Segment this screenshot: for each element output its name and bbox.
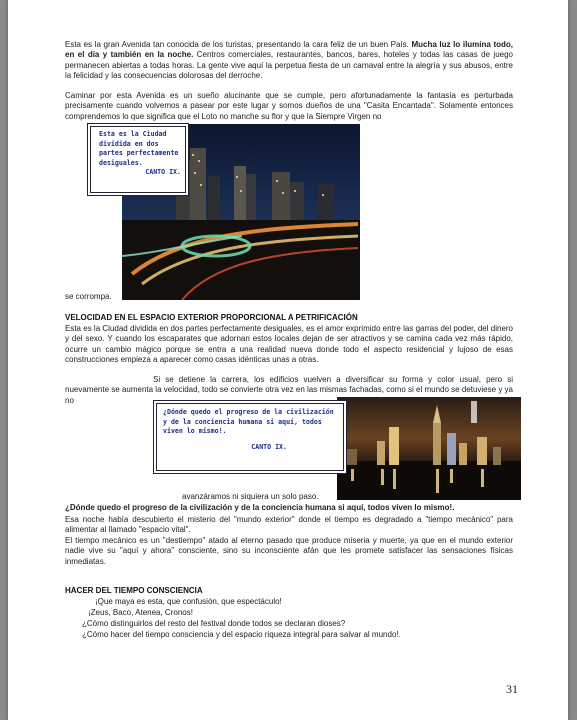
pull-quote-2-canto: CANTO IX. [251, 442, 287, 451]
section-heading-velocidad: VELOCIDAD EN EL ESPACIO EXTERIOR PROPORCIONAL A PETRIFICACIÓN [65, 313, 358, 322]
section2-line-3: ¿Cómo distinguirlos del resto del festival donde todos se declaran dioses? [82, 619, 346, 628]
pull-quote-1-text: Esta es la Ciudad dividida en dos partes perfectamente desiguales. [99, 130, 179, 167]
intro-text-rest: Centros comerciales, restaurantes, bancos, bares, hoteles y todas las casas de juego permanecen abiertas a todas horas. La gente vive aquí la perpetua fiesta de un carnaval entre la alegría y sus abusos, entre la felicidad y las consecuencias dolorosas del derroche. [65, 50, 513, 81]
section2-line-1: ¡Que maya es esta, que confusión, que espectáculo! [95, 597, 282, 606]
section1-closing-2: El tiempo mecánico es un "destiempo" atado al eterno pasado que produce miseria y muerte, ya que en el mundo exterior nadie vive su "aquí y ahora" consciente, sino su inconsciente afán que les promete satisfacer las sensaciones físicas inmediatas. [65, 536, 513, 566]
pull-quote-1 [90, 126, 186, 193]
harbor-night-photo [337, 397, 521, 500]
pull-quote-2-text: ¿Dónde quedo el progreso de la civilización y de la conciencia humana si aquí, todos viven lo mismo!. [163, 408, 334, 436]
intro-paragraph [65, 40, 513, 82]
intro-bold-text: Mucha luz lo ilumina todo, en el día y también en la noche. [65, 40, 514, 60]
avenue-paragraph: Caminar por esta Avenida es un sueño alucinante que se cumple, pero afortunadamente la fantasía es perturbada precisamente cuando volvemos a pasear por este lugar y somos dueños de una "Casita Encantada". Solamente entonces comprendemos lo que significa que el Loto no manche su flor y que la Siempre Virgen no [65, 91, 513, 121]
section-heading-tiempo: HACER DEL TIEMPO CONSCIENCIA [65, 586, 203, 595]
section2-line-2: ¡Zeus, Baco, Atenea, Cronos! [88, 608, 193, 617]
continuation-text-2: avanzáramos ni siquiera un solo paso. [182, 492, 319, 501]
bold-question: ¿Dónde quedo el progreso de la civilización y de la conciencia humana si aquí, todos viven lo mismo!. [65, 503, 455, 512]
section1-closing-1: Esa noche había descubierto el misterio del "mundo exterior" donde el tiempo es degradado a "tiempo mecánico" para alimentar al llamado "espacio vital". [65, 515, 513, 535]
section2-line-4: ¿Cómo hacer del tiempo consciencia y del espacio riqueza integral para salvar al mundo!. [82, 630, 401, 639]
pull-quote-2 [156, 403, 344, 471]
page-number: 31 [506, 682, 518, 696]
section1-paragraph-2: Si se detiene la carrera, los edificios vuelven a diversificar su forma y color usual, pero si nuevamente se aumenta la velocidad, todo se convierte otra vez en las mismas fachadas, como si el mundo se detuviese y ya no [65, 375, 513, 405]
document-page [8, 0, 568, 720]
section1-paragraph-1: Esta es la Ciudad dividida en dos partes perfectamente desiguales, es el amor exprimido entre las garras del poder, del dinero y del sexo. Y cuando los escaparates que adornan estos locales dejan de ser atractivos y se camina cada vez más rápido, ocurre un cambio mágico porque se entra a una realidad nueva donde todo el aspecto residencial y lujoso de esas construcciones empieza a aparecer como casas idénticas unas a otras. [65, 324, 513, 365]
pull-quote-1-canto: CANTO IX. [145, 168, 181, 177]
harbor-night-illustration [337, 397, 521, 500]
continuation-text-1: se corrompa. [65, 292, 112, 301]
intro-text: Esta es la gran Avenida tan conocida de los turistas, presentando la cara feliz de un buen País. [65, 40, 412, 49]
